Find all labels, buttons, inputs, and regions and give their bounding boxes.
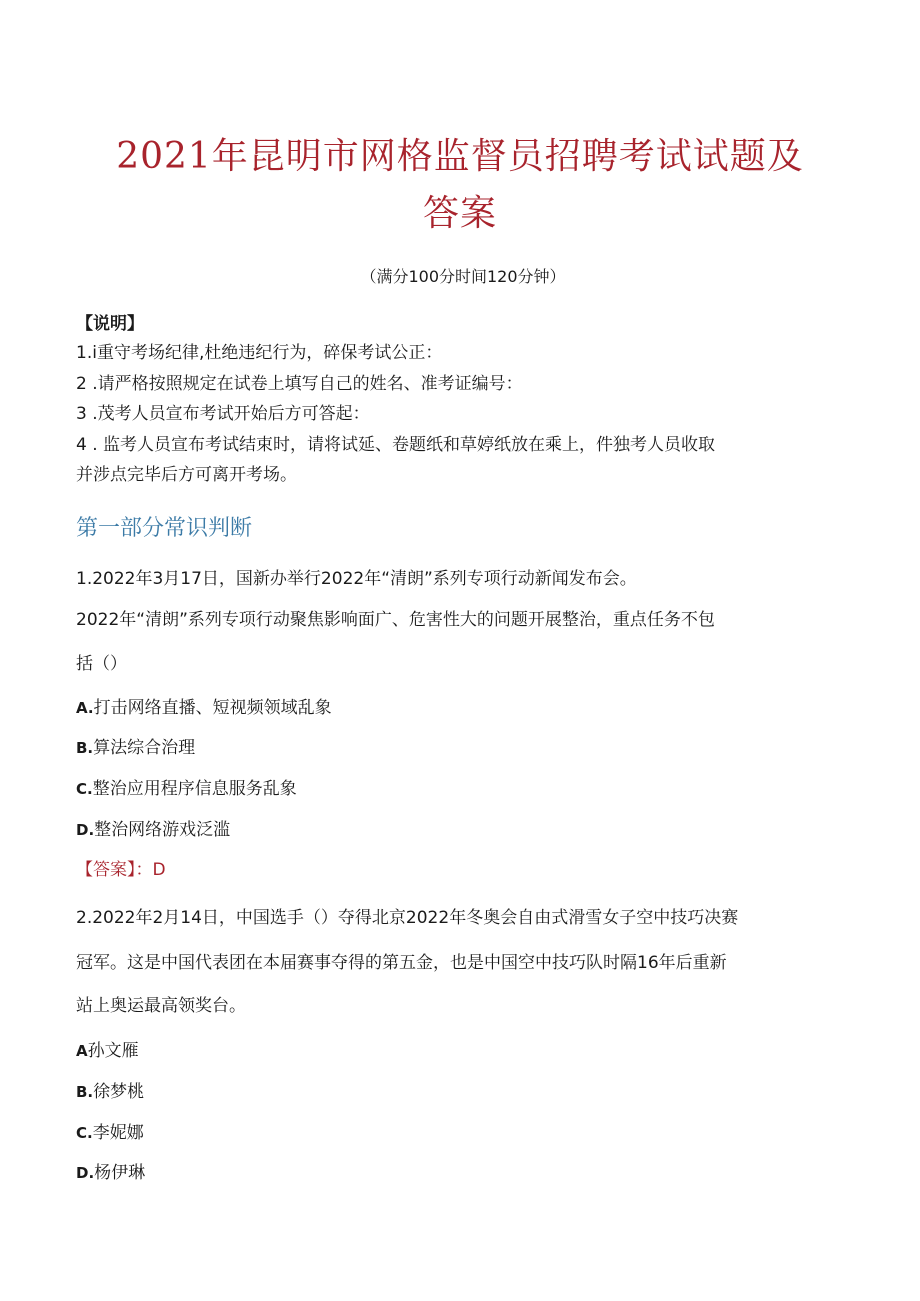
option-text: 整治网络游戏泛滥 — [94, 820, 231, 840]
question-2-option-b — [76, 1084, 144, 1101]
option-letter: D. — [76, 1164, 95, 1182]
option-text: 整治应用程序信息服务乱象 — [92, 779, 297, 799]
section-heading: 第一部分常识判断 — [76, 516, 253, 541]
option-letter: C. — [76, 780, 93, 798]
question-1-line-3: 括（） — [76, 654, 127, 674]
exam-duration-note: （满分100分时间120分钟） — [360, 267, 566, 286]
option-text: 徐梦桃 — [93, 1082, 145, 1102]
question-2-line-1: 2.2022年2月14日，中国选手（）夺得北京2022年冬奥会自由式滑雪女子空中技巧决赛 — [76, 908, 739, 928]
instruction-item-1: 1.i重守考场纪律,杜绝违纪行为，碎保考试公正： — [76, 343, 443, 363]
answer-label: 【答案】： — [76, 860, 153, 880]
option-letter: B. — [76, 1083, 94, 1101]
instruction-item-4: 4 . 监考人员宣布考试结束时，请将试延、卷题纸和草婷纸放在乘上，件独考人员收取 — [76, 435, 716, 455]
option-text: 孙文雁 — [87, 1041, 139, 1061]
question-1-answer — [76, 862, 166, 879]
question-2-option-a — [76, 1043, 139, 1060]
option-text: 李妮娜 — [92, 1123, 144, 1143]
document-title-line1: 2021年昆明市网格监督员招聘考试试题及 — [116, 136, 804, 177]
instruction-item-2: 2 .请严格按照规定在试卷上填写自己的姓名、准考证编号： — [76, 374, 523, 394]
question-1-option-a — [76, 700, 332, 717]
instruction-item-4-continued: 并涉点完毕后方可离开考场。 — [76, 465, 297, 485]
option-text: 打击网络直播、短视频领域乱象 — [93, 698, 332, 718]
question-2-option-c — [76, 1125, 144, 1142]
option-letter: D. — [76, 821, 95, 839]
option-text: 杨伊琳 — [94, 1163, 146, 1183]
option-letter: A. — [76, 699, 94, 717]
question-1-line-1: 1.2022年3月17日，国新办举行2022年“清朗”系列专项行动新闻发布会。 — [76, 569, 637, 589]
document-title-line2: 答案 — [422, 193, 497, 234]
question-2-line-2: 冠军。这是中国代表团在本届赛事夺得的第五金，也是中国空中技巧队时隔16年后重新 — [76, 953, 727, 973]
question-1-option-b — [76, 740, 195, 757]
option-text: 算法综合治理 — [93, 738, 196, 758]
question-2-option-d — [76, 1165, 145, 1182]
instruction-item-3: 3 .茂考人员宣布考试开始后方可答起： — [76, 404, 370, 424]
option-letter: C. — [76, 1124, 93, 1142]
question-2-line-3: 站上奥运最高领奖台。 — [76, 996, 246, 1016]
instructions-heading: 【说明】 — [76, 314, 144, 334]
option-letter: B. — [76, 739, 94, 757]
question-1-line-2: 2022年“清朗”系列专项行动聚焦影响面广、危害性大的问题开展整治，重点任务不包 — [76, 610, 715, 630]
question-1-option-d — [76, 822, 230, 839]
option-letter: A — [76, 1042, 88, 1060]
question-1-option-c — [76, 781, 297, 798]
answer-value: D — [152, 860, 166, 880]
